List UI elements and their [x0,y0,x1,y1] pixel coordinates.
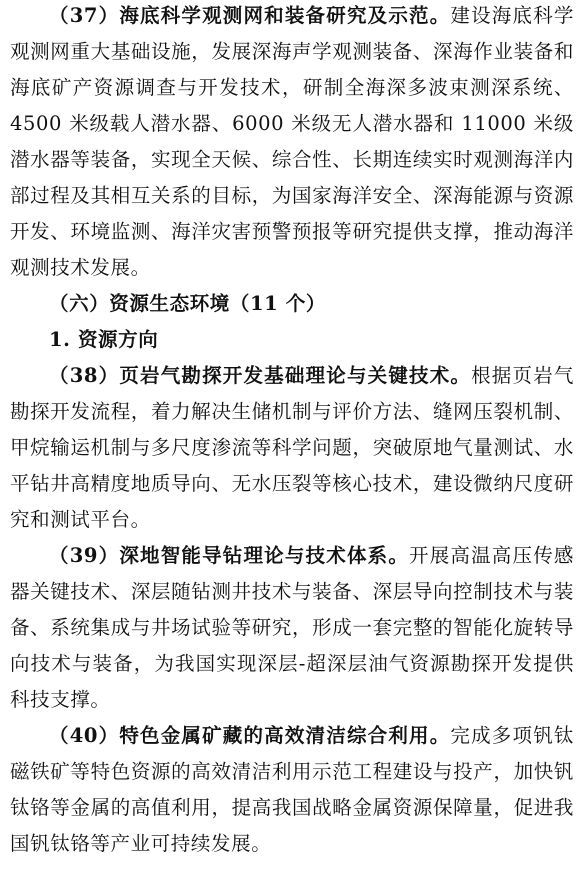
paragraph-item-40 [10,718,574,862]
item-body: 建设海底科学观测网重大基础设施，发展深海声学观测装备、深海作业装备和海底矿产资源调查与开发技术，研制全海深多波束测深系统、4500 米级载人潜水器、6000 米级无人潜水器和 11000 米级潜水器等装备，实现全天候、综合性、长期连续实时观测海洋内部过程及其相互关系的目标，为国家海洋安全、深海能源与资源开发、环境监测、海洋灾害预警预报等研究提供支撑，推动海洋观测技术发展。 [10,4,574,279]
item-title: （40）特色金属矿藏的高效清洁综合利用。 [49,724,451,747]
item-body: 开展高温高压传感器关键技术、深层随钻测井技术与装备、深层导向控制技术与装备、系统集成与井场试验等研究，形成一套完整的智能化旋转导向技术与装备，为我国实现深层-超深层油气资源勘探开发提供科技支撑。 [10,544,574,711]
item-body: 根据页岩气勘探开发流程，着力解决生储机制与评价方法、缝网压裂机制、甲烷输运机制与多尺度渗流等科学问题，突破原地气量测试、水平钻井高精度地质导向、无水压裂等核心技术，建设微纳尺度研究和测试平台。 [10,364,574,531]
item-body: 完成多项钒钛磁铁矿等特色资源的高效清洁利用示范工程建设与投产，加快钒钛铬等金属的高值利用，提高我国战略金属资源保障量，促进我国钒钛铬等产业可持续发展。 [10,724,574,855]
paragraph-item-38 [10,358,574,538]
paragraph-item-37 [10,0,574,286]
subsection-heading: 1. 资源方向 [49,328,159,351]
paragraph-item-39 [10,538,574,718]
section-heading: （六）资源生态环境（11 个） [49,292,326,315]
item-title: （38）页岩气勘探开发基础理论与关键技术。 [49,364,472,387]
item-title: （37）海底科学观测网和装备研究及示范。 [49,4,451,27]
item-title: （39）深地智能导钻理论与技术体系。 [49,544,410,567]
